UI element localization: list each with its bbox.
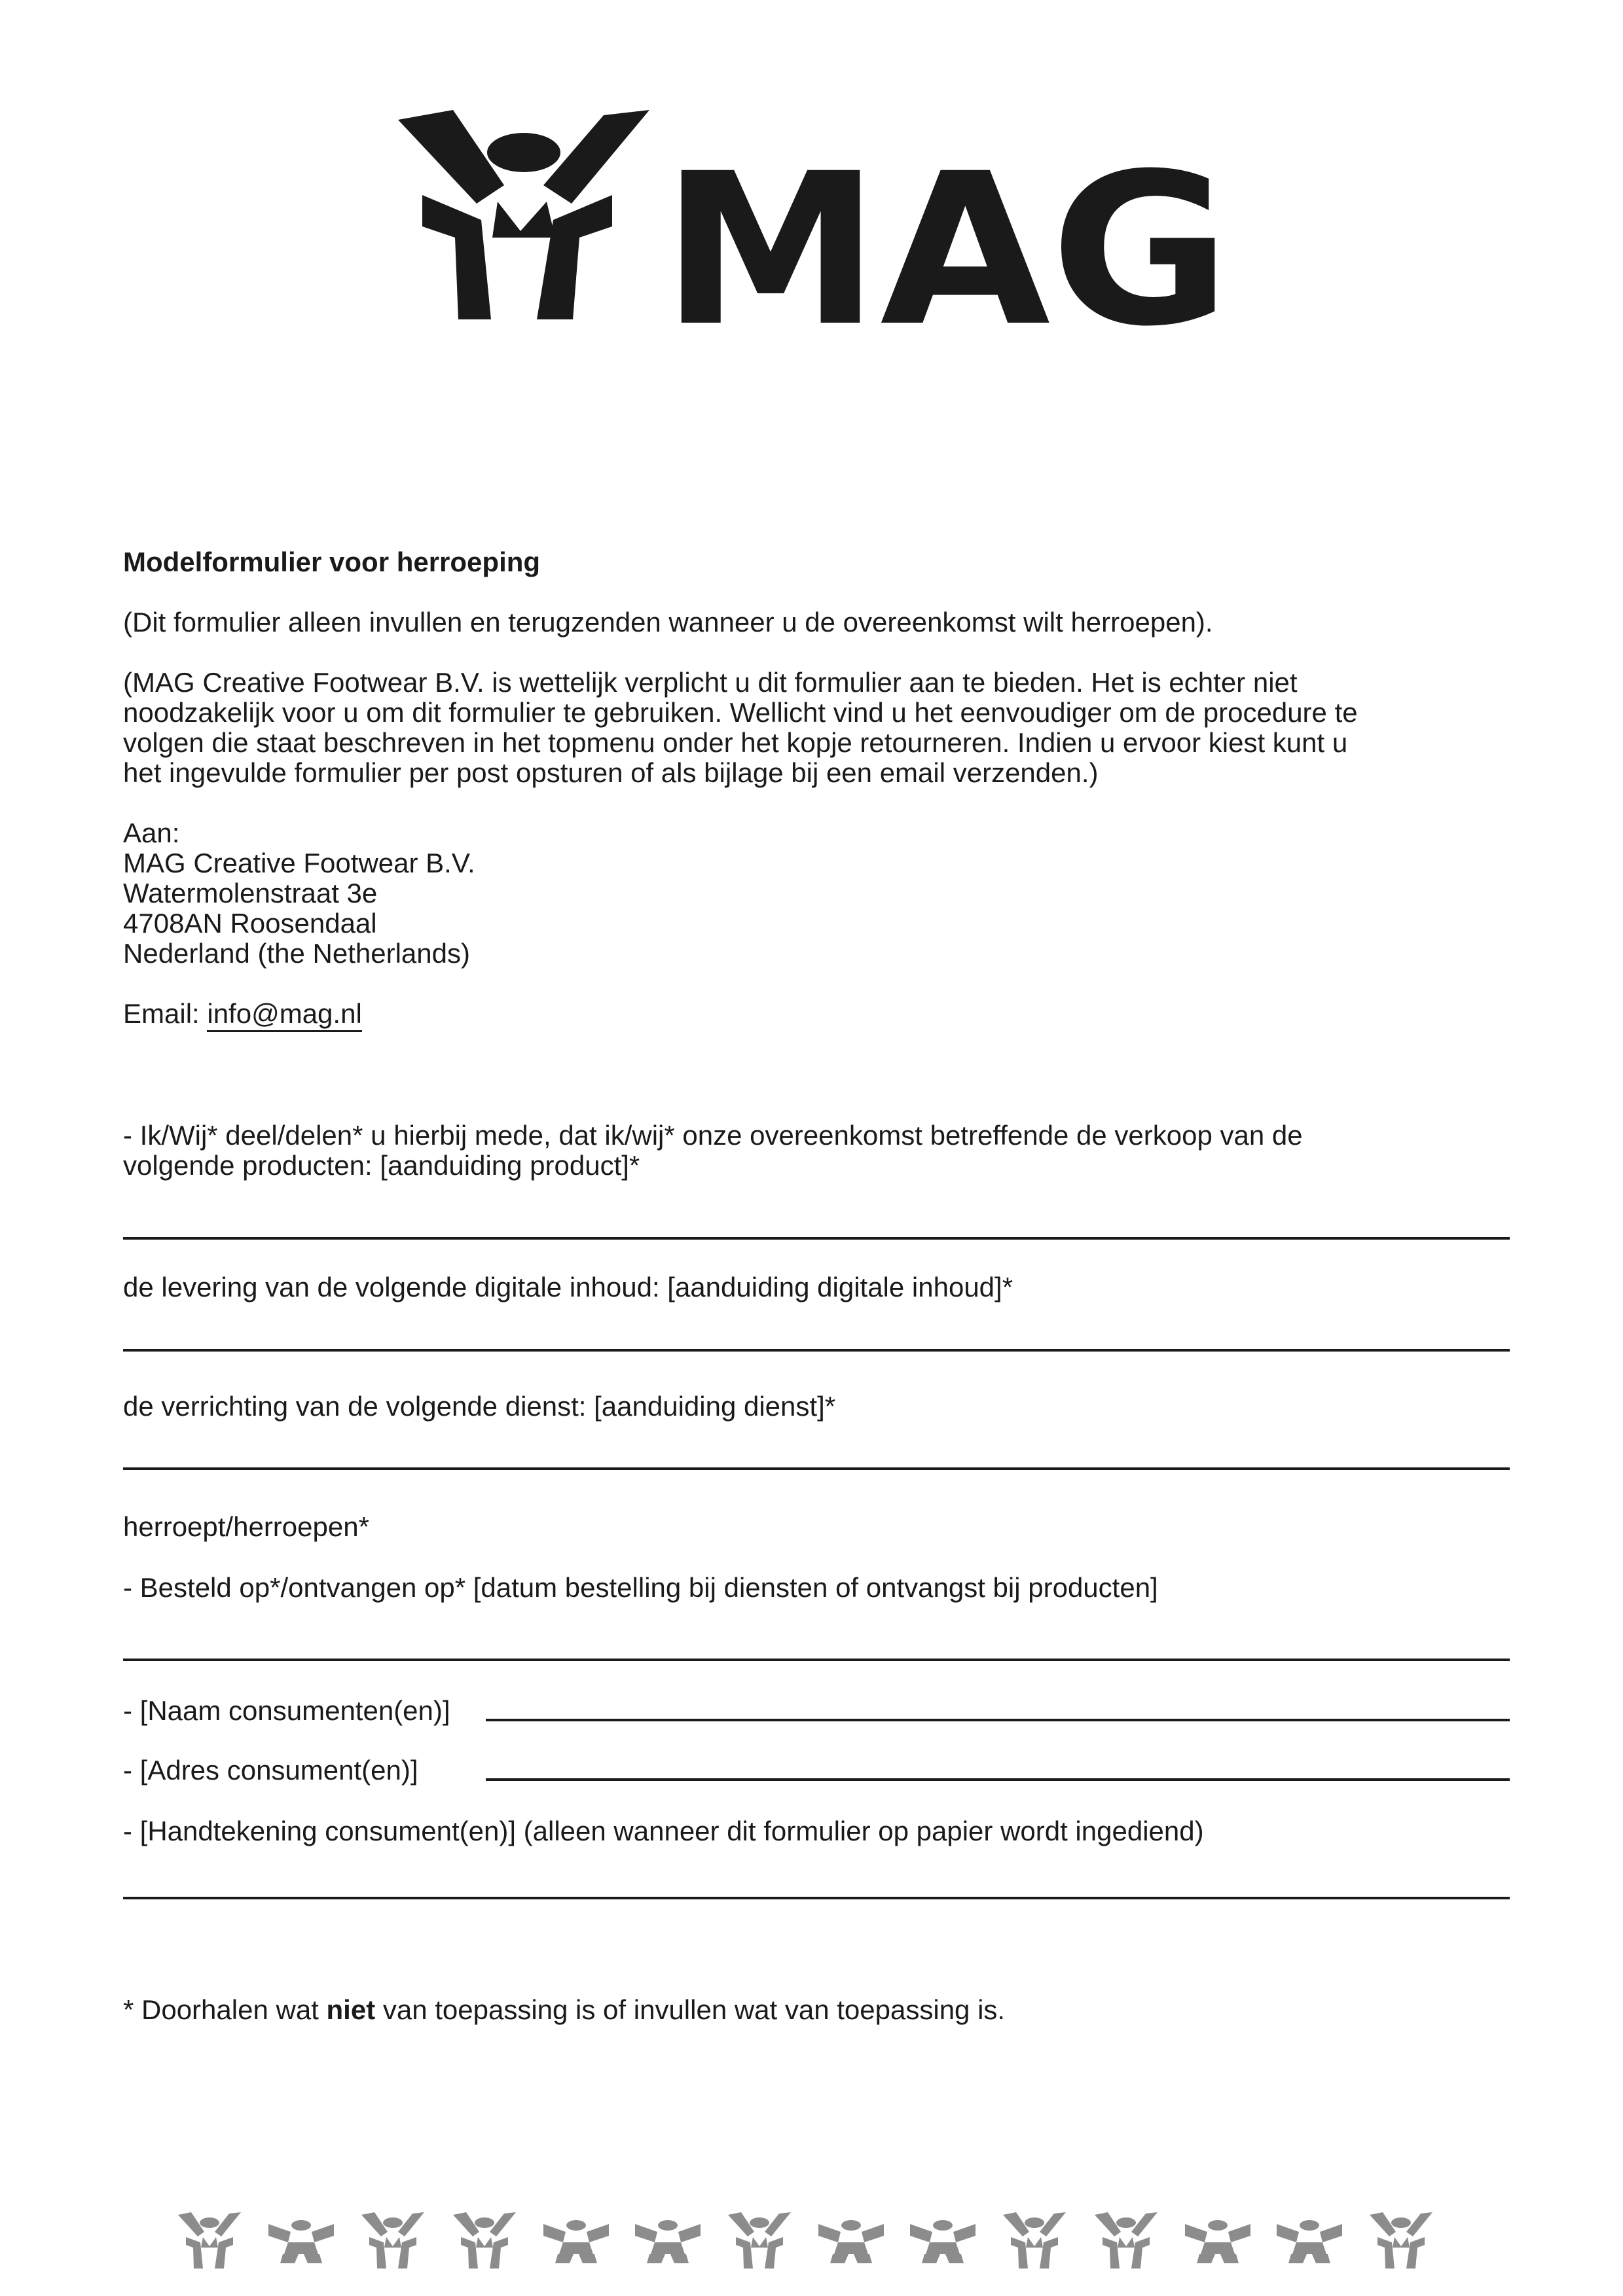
signature-label: - [Handtekening consument(en)] (alleen wanneer dit formulier op papier wordt ingediend) xyxy=(123,1816,1204,1846)
footnote-bold: niet xyxy=(326,1994,376,2025)
footer-figure-pattern xyxy=(177,2206,1460,2271)
figure-icon xyxy=(728,2212,791,2269)
figure-icon xyxy=(178,2212,241,2269)
mag-logo xyxy=(393,103,1237,326)
mag-figure-icon xyxy=(398,110,649,319)
email-link[interactable]: info@mag.nl xyxy=(207,998,361,1032)
address-line: Aan: xyxy=(123,817,180,848)
ordered-on-fill-line[interactable] xyxy=(123,1659,1510,1661)
figure-icon xyxy=(910,2220,976,2263)
name-label: - [Naam consumenten(en)] xyxy=(123,1695,450,1726)
notice-line: (MAG Creative Footwear B.V. is wettelijk verplicht u dit formulier aan te bieden. Het is echter niet xyxy=(123,667,1298,698)
figure-icon xyxy=(635,2220,701,2263)
figure-icon xyxy=(543,2220,609,2263)
ordered-on-label: - Besteld op*/ontvangen op* [datum bestelling bij diensten of ontvangst bij producten] xyxy=(123,1572,1158,1603)
revoke-label: herroept/herroepen* xyxy=(123,1511,369,1542)
email-label: Email: xyxy=(123,998,208,1029)
service-fill-line[interactable] xyxy=(123,1467,1510,1470)
figure-icon xyxy=(1095,2212,1158,2269)
digital-content-fill-line[interactable] xyxy=(123,1349,1510,1352)
figure-icon xyxy=(1370,2212,1432,2269)
figure-icon xyxy=(453,2212,516,2269)
address-fill-line[interactable] xyxy=(486,1778,1510,1781)
products-statement-cont: volgende producten: [aanduiding product]* xyxy=(123,1150,640,1181)
figure-icon xyxy=(1277,2220,1342,2263)
products-fill-line[interactable] xyxy=(123,1237,1510,1240)
address-line: MAG Creative Footwear B.V. xyxy=(123,848,475,878)
figure-icon xyxy=(818,2220,884,2263)
address-label: - [Adres consument(en)] xyxy=(123,1755,418,1785)
address-line: Watermolenstraat 3e xyxy=(123,878,378,908)
figure-icon xyxy=(361,2212,424,2269)
notice-line: noodzakelijk voor u om dit formulier te gebruiken. Wellicht vind u het eenvoudiger om de procedure te xyxy=(123,697,1358,728)
form-title: Modelformulier voor herroeping xyxy=(123,547,541,577)
notice-line: volgen die staat beschreven in het topmenu onder het kopje retourneren. Indien u ervoor kiest kunt u xyxy=(123,727,1348,758)
footnote xyxy=(123,1995,1005,2025)
figure-icon xyxy=(268,2220,334,2263)
footnote-prefix: * Doorhalen wat xyxy=(123,1994,327,2025)
form-intro: (Dit formulier alleen invullen en terugzenden wanneer u de overeenkomst wilt herroepen). xyxy=(123,607,1213,637)
mag-wordmark: MAG xyxy=(661,129,1231,326)
digital-content-label: de levering van de volgende digitale inhoud: [aanduiding digitale inhoud]* xyxy=(123,1272,1013,1302)
figure-icon xyxy=(1003,2212,1066,2269)
notice-line: het ingevulde formulier per post opsturen of als bijlage bij een email verzenden.) xyxy=(123,757,1099,788)
figure-icon xyxy=(1185,2220,1250,2263)
address-line: Nederland (the Netherlands) xyxy=(123,938,470,969)
footnote-suffix: van toepassing is of invullen wat van toepassing is. xyxy=(375,1994,1006,2025)
email-row xyxy=(123,999,362,1029)
name-fill-line[interactable] xyxy=(486,1719,1510,1721)
address-line: 4708AN Roosendaal xyxy=(123,908,377,939)
products-statement: - Ik/Wij* deel/delen* u hierbij mede, dat ik/wij* onze overeenkomst betreffende de verkoop van de xyxy=(123,1120,1303,1151)
signature-fill-line[interactable] xyxy=(123,1897,1510,1899)
service-label: de verrichting van de volgende dienst: [aanduiding dienst]* xyxy=(123,1391,836,1422)
